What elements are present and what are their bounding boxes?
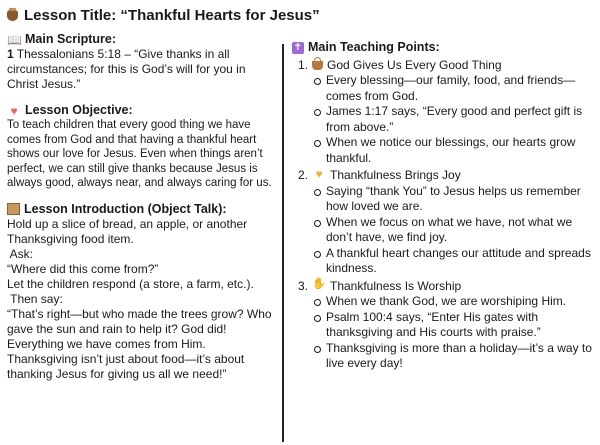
teaching-point xyxy=(292,58,594,167)
point-subs xyxy=(292,184,594,277)
teaching-point xyxy=(292,279,594,372)
sub-item: Psalm 100:4 says, “Enter His gates with thanksgiving and His courts with praise.” xyxy=(326,310,594,341)
point-title-row xyxy=(292,58,594,74)
teaching-heading-text: Main Teaching Points: xyxy=(308,40,440,54)
point-title: Thankfulness Brings Joy xyxy=(330,168,461,182)
basket-icon xyxy=(312,61,323,70)
point-number: 1. xyxy=(297,57,308,72)
box-icon xyxy=(7,203,20,215)
objective-text: To teach children that every good thing we have comes from God and that having a thankful heart shows our love for Jesus. Even when things aren’t perfect, we can still give thanks because Jesus is always good, always near, and always caring for us. xyxy=(7,119,272,189)
point-number: 2. xyxy=(297,168,308,182)
point-title: Thankfulness Is Worship xyxy=(330,278,462,293)
scripture-text xyxy=(7,47,275,92)
point-title: God Gives Us Every Good Thing xyxy=(327,57,502,72)
scripture-ref-number: 1 xyxy=(7,47,14,61)
scripture-section xyxy=(7,32,275,92)
right-column xyxy=(292,40,594,372)
cross-icon: ✝ xyxy=(293,41,303,53)
heart-icon: ♥ xyxy=(10,103,18,118)
scripture-heading xyxy=(7,32,275,47)
point-number: 3. xyxy=(297,278,308,293)
intro-line: “Where did this come from?” xyxy=(7,261,159,276)
point-subs xyxy=(292,294,594,372)
yellow-heart-icon: ♥ xyxy=(315,167,323,181)
objective-heading-text: Lesson Objective: xyxy=(25,103,133,117)
sub-item: Thanksgiving is more than a holiday—it’s a way to live every day! xyxy=(326,341,594,372)
sub-item: When we focus on what we have, not what we don’t have, we find joy. xyxy=(326,215,594,246)
sub-item: Every blessing—our family, food, and friends—comes from God. xyxy=(326,73,594,104)
book-icon: 📖 xyxy=(7,32,22,47)
column-divider xyxy=(282,44,284,442)
jar-icon xyxy=(7,10,18,21)
sub-item: When we notice our blessings, our hearts grow thankful. xyxy=(326,135,594,166)
introduction-heading xyxy=(7,202,275,217)
intro-line: “That’s right—but who made the trees grow? Who gave the sun and rain to help it? God did! Everything we have comes from Him. Thanksgiving isn’t just about food—it’s about thanking Jesus for giving us all we need!” xyxy=(7,306,272,381)
teaching-heading xyxy=(292,40,594,56)
lesson-title-text: Lesson Title: “Thankful Hearts for Jesus” xyxy=(24,6,320,24)
sub-item: A thankful heart changes our attitude and spreads kindness. xyxy=(326,246,594,277)
introduction-section xyxy=(7,202,275,382)
left-column xyxy=(7,32,275,393)
sub-item: Saying “thank You” to Jesus helps us remember how loved we are. xyxy=(326,184,594,215)
point-title-row xyxy=(292,279,594,295)
sub-item: When we thank God, we are worshiping Him. xyxy=(326,294,594,310)
point-subs xyxy=(292,73,594,166)
intro-line: Ask: xyxy=(7,246,34,261)
objective-section xyxy=(7,103,275,191)
objective-heading xyxy=(7,103,275,118)
teaching-point xyxy=(292,168,594,277)
intro-line: Hold up a slice of bread, an apple, or another Thanksgiving food item. xyxy=(7,216,248,246)
scripture-body: Thessalonians 5:18 – “Give thanks in all circumstances; for this is God’s will for you in Christ Jesus.” xyxy=(7,47,246,91)
intro-line: Let the children respond (a store, a farm, etc.). xyxy=(7,276,254,291)
sub-item: James 1:17 says, “Every good and perfect gift is from above.” xyxy=(326,104,594,135)
raised-hands-icon: ✋ xyxy=(312,277,326,290)
point-title-row xyxy=(292,168,594,184)
introduction-heading-text: Lesson Introduction (Object Talk): xyxy=(24,201,227,216)
lesson-title xyxy=(7,4,320,26)
scripture-heading-text: Main Scripture: xyxy=(25,32,116,46)
intro-line: Then say: xyxy=(7,291,63,306)
